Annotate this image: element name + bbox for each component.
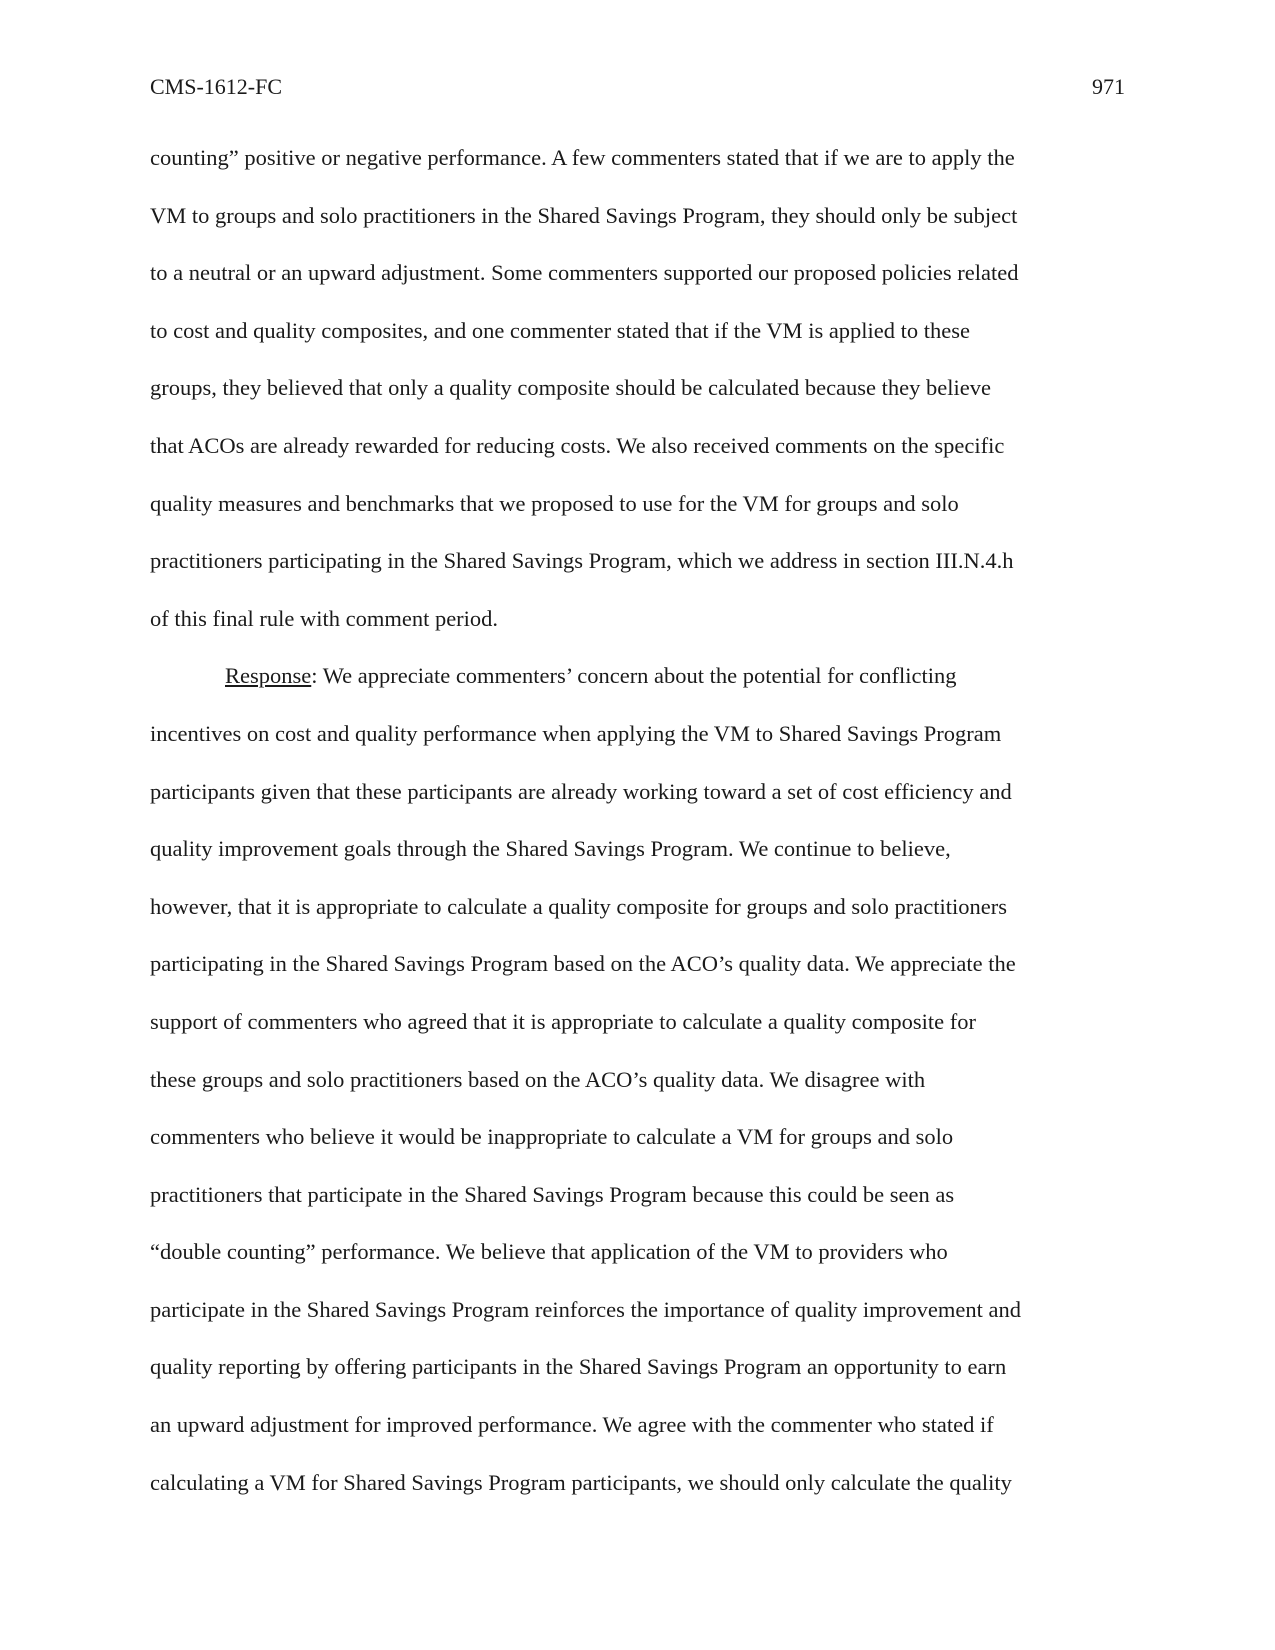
response-first-line-text: : We appreciate commenters’ concern about the potential for conflicting [311,663,957,689]
text-line-first [150,663,1125,721]
text-line: these groups and solo practitioners based on the ACO’s quality data. We disagree with [150,1066,926,1092]
text-line: calculating a VM for Shared Savings Program participants, we should only calculate the quality [150,1469,1012,1495]
text-line: participating in the Shared Savings Program based on the ACO’s quality data. We appreciate the [150,951,1016,977]
text-line: that ACOs are already rewarded for reducing costs. We also received comments on the specific [150,432,1005,458]
text-line: VM to groups and solo practitioners in the Shared Savings Program, they should only be subject [150,202,1018,228]
text-line: groups, they believed that only a quality composite should be calculated because they believe [150,375,991,401]
text-line: participants given that these participants are already working toward a set of cost efficiency and [150,778,1012,804]
paragraph-response [150,663,1125,1527]
text-line: an upward adjustment for improved performance. We agree with the commenter who stated if [150,1412,994,1438]
text-line: participate in the Shared Savings Program reinforces the importance of quality improvement and [150,1296,1021,1322]
text-line: practitioners participating in the Shared Savings Program, which we address in section III.N.4.h [150,548,1014,574]
text-line: support of commenters who agreed that it is appropriate to calculate a quality composite for [150,1008,976,1034]
response-label: Response [225,663,312,689]
text-line: to cost and quality composites, and one commenter stated that if the VM is applied to these [150,317,971,343]
document-id: CMS-1612-FC [150,74,283,99]
text-line: practitioners that participate in the Shared Savings Program because this could be seen as [150,1181,955,1207]
text-line: quality reporting by offering participants in the Shared Savings Program an opportunity to earn [150,1354,1007,1380]
text-line: quality improvement goals through the Shared Savings Program. We continue to believe, [150,836,951,862]
paragraph-comments-summary [150,145,1125,663]
text-line: counting” positive or negative performance. A few commenters stated that if we are to apply the [150,145,1015,170]
text-line: incentives on cost and quality performance when applying the VM to Shared Savings Program [150,720,1002,746]
text-line: commenters who believe it would be inappropriate to calculate a VM for groups and solo [150,1124,954,1150]
page-number: 971 [1092,74,1125,99]
body-text [150,145,1125,1527]
text-line: however, that it is appropriate to calculate a quality composite for groups and solo practitioners [150,893,1007,919]
text-line: quality measures and benchmarks that we proposed to use for the VM for groups and solo [150,490,959,516]
text-line: to a neutral or an upward adjustment. Some commenters supported our proposed policies related [150,260,1019,286]
text-line: of this final rule with comment period. [150,605,499,631]
text-line: “double counting” performance. We believe that application of the VM to providers who [150,1239,948,1265]
